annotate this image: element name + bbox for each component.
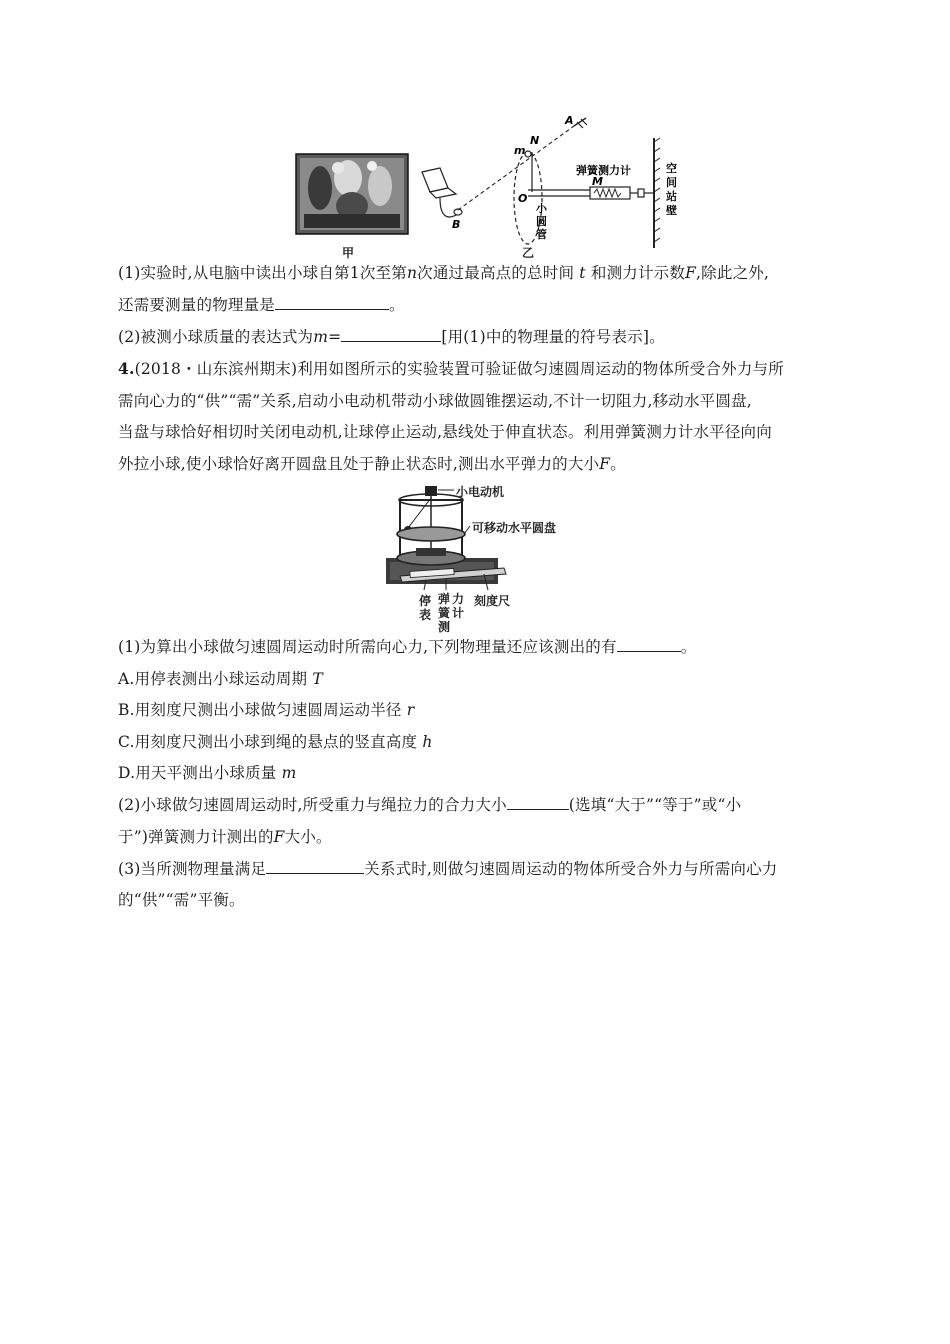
q4-number: 4. <box>118 359 135 378</box>
q4-part2-line2: 于”)弹簧测力计测出的F大小。 <box>118 828 332 846</box>
q4-part3-line2: 的“供”“需”平衡。 <box>118 891 245 909</box>
label-a: A <box>565 114 574 127</box>
label-n: N <box>530 134 540 147</box>
q3-part1-line2: 还需要测量的物理量是 。 <box>118 296 405 314</box>
label-spring-col2: 力计 <box>452 592 465 620</box>
label-spring-col1: 弹簧测 <box>438 592 451 634</box>
station-wall <box>654 138 660 248</box>
q4-stem-line1: 4.(2018・山东滨州期末)利用如图所示的实验装置可验证做匀速圆周运动的物体所受合外力与所 <box>118 359 784 378</box>
q4-option-b: B.用刻度尺测出小球做匀速圆周运动半径 r <box>118 701 415 719</box>
q4-part2-answer-blank[interactable] <box>507 795 569 810</box>
q4-part3-answer-blank[interactable] <box>266 859 364 874</box>
label-motor: 小电动机 <box>456 485 505 499</box>
label-o: O <box>518 192 528 205</box>
label-spring: 弹簧测力计 <box>576 164 631 177</box>
q4-part3-line1: (3)当所测物理量满足 关系式时,则做匀速圆周运动的物体所受合外力与所需向心力 <box>118 860 778 878</box>
label-wall-3: 站 <box>666 190 677 203</box>
label-wall-4: 壁 <box>666 204 677 217</box>
q4-part1-answer-blank[interactable] <box>617 637 681 652</box>
sensor-a-icon <box>574 118 587 128</box>
label-wall-1: 空 <box>666 162 677 175</box>
laptop-icon <box>422 168 456 198</box>
q4-stem-line4: 外拉小球,使小球恰好离开圆盘且处于静止状态时,测出水平弹力的大小F。 <box>118 455 626 473</box>
q4-option-a: A.用停表测出小球运动周期 T <box>118 670 323 688</box>
label-wall-2: 间 <box>666 176 677 189</box>
label-m-big: M <box>592 175 603 188</box>
label-m-small: m <box>514 144 526 157</box>
q3-part1-answer-blank[interactable] <box>275 295 389 310</box>
q4-part1: (1)为算出小球做匀速圆周运动时所需向心力,下列物理量还应该测出的有 。 <box>118 638 697 656</box>
q3-part1-line1: (1)实验时,从电脑中读出小球自第1次至第n次通过最高点的总时间 t 和测力计示数F,除此之外, <box>118 264 770 282</box>
caption-jia: 甲 <box>342 246 355 260</box>
label-stopwatch-1: 停 <box>419 594 432 608</box>
label-b: B <box>452 218 461 231</box>
q4-stem-line3: 当盘与球恰好相切时关闭电动机,让球停止运动,悬线处于伸直状态。利用弹簧测力计水平径向向 <box>118 423 772 441</box>
caption-yi: 乙 <box>522 246 535 260</box>
spring-scale-icon <box>590 187 654 199</box>
figure-conical-pendulum-apparatus <box>380 482 580 634</box>
label-tube-2: 圆 <box>536 215 547 228</box>
q3-part2: (2)被测小球质量的表达式为m= [用(1)中的物理量的符号表示]。 <box>118 328 665 346</box>
label-tube-1: 小 <box>536 202 547 215</box>
q4-part2-line1: (2)小球做匀速圆周运动时,所受重力与绳拉力的合力大小 (选填“大于”“等于”或“小 <box>118 796 742 814</box>
q3-part2-answer-blank[interactable] <box>341 327 441 342</box>
label-disk: 可移动水平圆盘 <box>472 521 557 535</box>
label-stopwatch-2: 表 <box>419 608 432 622</box>
label-ruler: 刻度尺 <box>474 594 511 608</box>
q4-stem-line2: 需向心力的“供”“需”关系,启动小电动机带动小球做圆锥摆运动,不计一切阻力,移动水平圆盘, <box>118 392 752 410</box>
q4-option-c: C.用刻度尺测出小球到绳的悬点的竖直高度 h <box>118 733 433 751</box>
figure-space-station-experiment <box>290 108 690 258</box>
q4-option-d: D.用天平测出小球质量 m <box>118 764 297 782</box>
photo-astronauts <box>296 154 408 234</box>
label-tube-3: 管 <box>536 228 547 241</box>
